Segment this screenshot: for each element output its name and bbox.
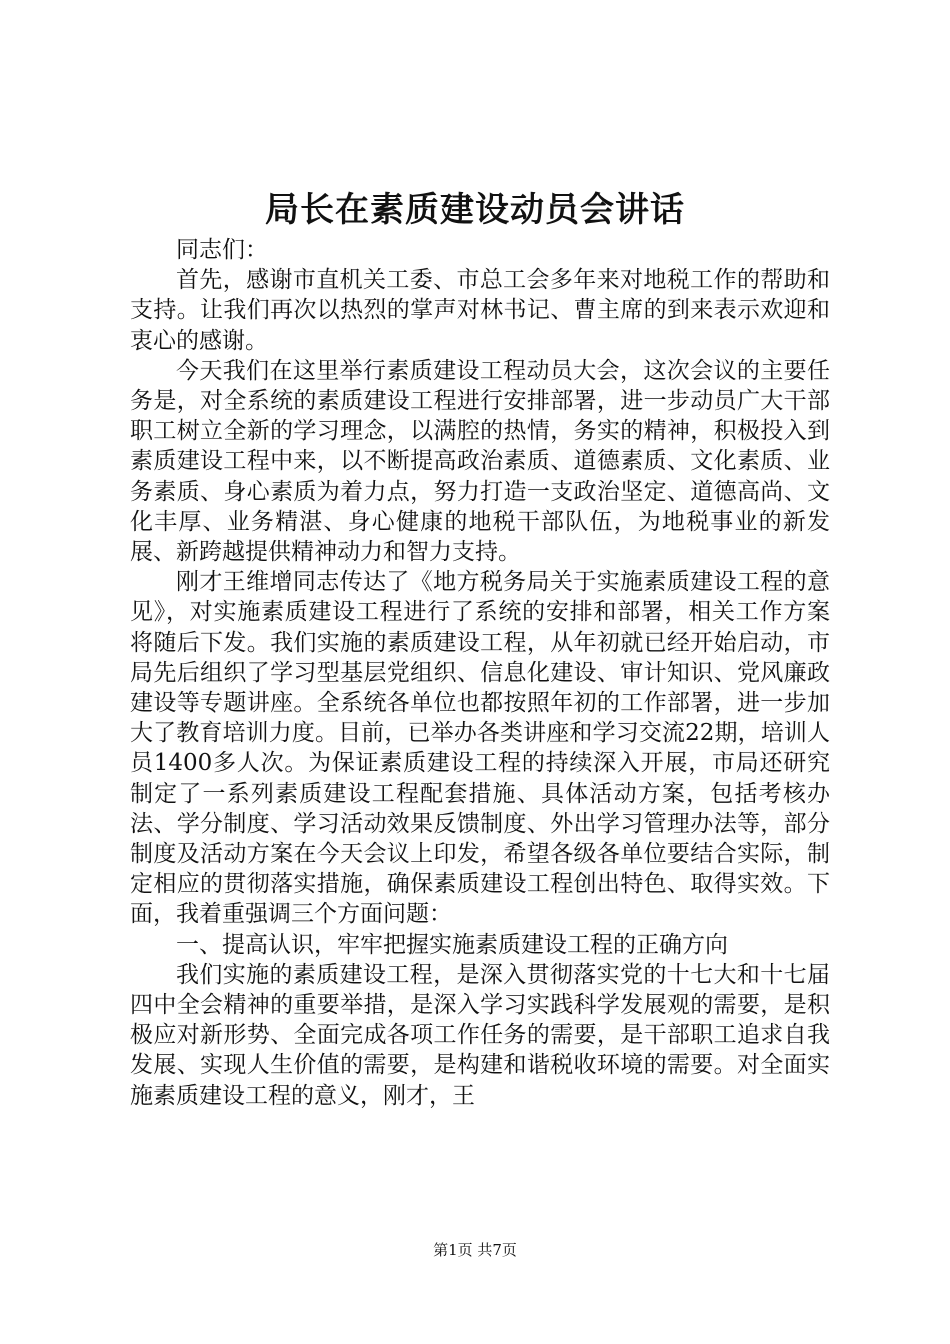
- paragraph-meeting-purpose: 今天我们在这里举行素质建设工程动员大会，这次会议的主要任务是，对全系统的素质建设工程进行安排部署，进一步动员广大干部职工树立全新的学习理念，以满腔的热情，务实的精神，积极投入到素质建设工程中来，以不断提高政治素质、道德素质、文化素质、业务素质、身心素质为着力点，努力打造一支政治坚定、道德高尚、文化丰厚、业务精湛、身心健康的地税干部队伍，为地税事业的新发展、新跨越提供精神动力和智力支持。: [130, 357, 830, 566]
- paragraph-progress: 刚才王维增同志传达了《地方税务局关于实施素质建设工程的意见》，对实施素质建设工程进行了系统的安排和部署，相关工作方案将随后下发。我们实施的素质建设工程，从年初就已经开始启动，市局先后组织了学习型基层党组织、信息化建设、审计知识、党风廉政建设等专题讲座。全系统各单位也都按照年初的工作部署，进一步加大了教育培训力度。目前，已举办各类讲座和学习交流22期，培训人员1400多人次。为保证素质建设工程的持续深入开展，市局还研究制定了一系列素质建设工程配套措施、具体活动方案，包括考核办法、学分制度、学习活动效果反馈制度、外出学习管理办法等，部分制度及活动方案在今天会议上印发，希望各级各单位要结合实际，制定相应的贯彻落实措施，确保素质建设工程创出特色、取得实效。下面，我着重强调三个方面问题：: [130, 569, 830, 928]
- section-heading-1: 一、提高认识，牢牢把握实施素质建设工程的正确方向: [176, 931, 728, 958]
- paragraph-significance: 我们实施的素质建设工程，是深入贯彻落实党的十七大和十七届四中全会精神的重要举措，是深入学习实践科学发展观的需要，是积极应对新形势、全面完成各项工作任务的需要，是干部职工追求自我发展、实现人生价值的需要，是构建和谐税收环境的需要。对全面实施素质建设工程的意义，刚才，王: [130, 961, 830, 1109]
- paragraph-thanks: 首先，感谢市直机关工委、市总工会多年来对地税工作的帮助和支持。让我们再次以热烈的掌声对林书记、曹主席的到来表示欢迎和衷心的感谢。: [130, 267, 830, 354]
- document-body: [130, 235, 830, 1111]
- paragraph-salutation: 同志们：: [176, 237, 268, 263]
- document-title: 局长在素质建设动员会讲话: [265, 190, 685, 230]
- page-number-footer: 第1页 共7页: [433, 1241, 517, 1259]
